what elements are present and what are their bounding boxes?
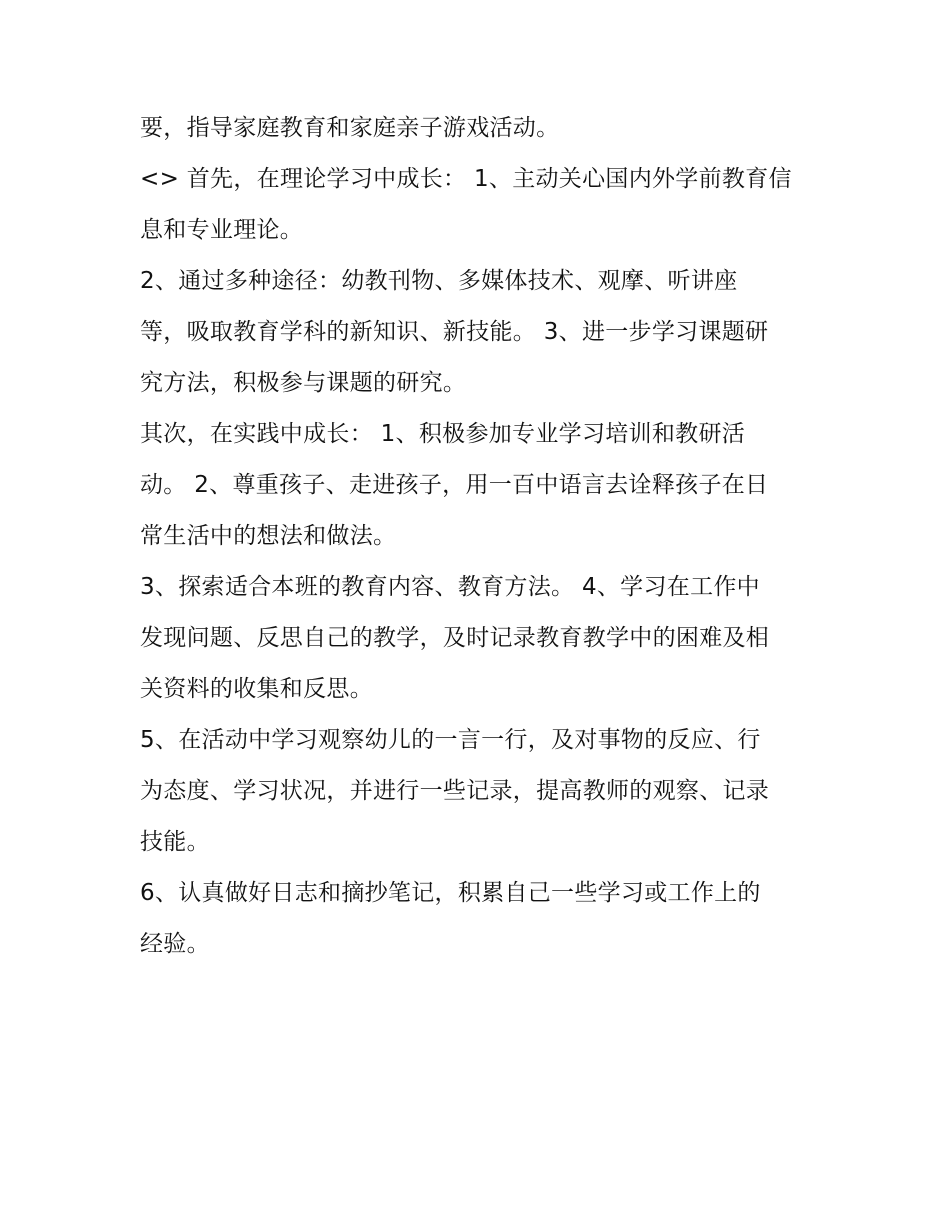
text-line: 5、在活动中学习观察幼儿的一言一行，及对事物的反应、行 <box>140 727 761 753</box>
text-line: 要，指导家庭教育和家庭亲子游戏活动。 <box>140 115 560 141</box>
text-line: 2、通过多种途径：幼教刊物、多媒体技术、观摩、听讲座 <box>140 268 738 294</box>
text-line: <> 首先，在理论学习中成长： 1、主动关心国内外学前教育信 <box>140 166 792 192</box>
text-line: 动。 2、尊重孩子、走进孩子，用一百中语言去诠释孩子在日 <box>140 472 769 498</box>
text-line: 常生活中的想法和做法。 <box>140 523 397 549</box>
text-line: 3、探索适合本班的教育内容、教育方法。 4、学习在工作中 <box>140 574 760 600</box>
text-line: 技能。 <box>140 829 210 855</box>
text-line: 等，吸取教育学科的新知识、新技能。 3、进一步学习课题研 <box>140 319 769 345</box>
text-line: 关资料的收集和反思。 <box>140 676 373 702</box>
text-line: 经验。 <box>140 931 210 957</box>
text-line: 发现问题、反思自己的教学，及时记录教育教学中的困难及相 <box>140 625 770 651</box>
text-line: 息和专业理论。 <box>140 217 304 243</box>
document-body <box>140 103 820 970</box>
text-line: 为态度、学习状况，并进行一些记录，提高教师的观察、记录 <box>140 778 770 804</box>
text-line: 6、认真做好日志和摘抄笔记，积累自己一些学习或工作上的 <box>140 880 761 906</box>
text-line: 究方法，积极参与课题的研究。 <box>140 370 467 396</box>
text-line: 其次，在实践中成长： 1、积极参加专业学习培训和教研活 <box>140 421 746 447</box>
